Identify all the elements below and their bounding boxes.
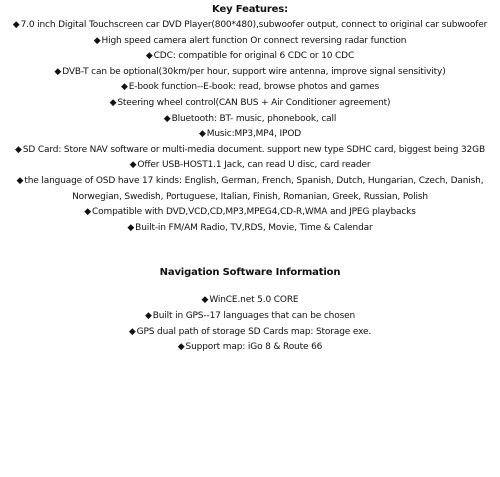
list-item bbox=[4, 49, 496, 65]
feature-text: the language of OSD have 17 kinds: English, German, French, Spanish, Dutch, Hungarian, Czech, Danish, Norwegian, Swedish, Portuguese, Italian, Finish, Romanian, Greek, Russian, Polish bbox=[24, 175, 484, 202]
diamond-bullet-icon: ◆ bbox=[177, 342, 185, 353]
feature-text: Music:MP3,MP4, IPOD bbox=[206, 129, 302, 140]
diamond-bullet-icon: ◆ bbox=[109, 97, 117, 108]
list-item bbox=[4, 221, 496, 237]
diamond-bullet-icon: ◆ bbox=[128, 326, 136, 337]
navigation-text: WinCE.net 5.0 CORE bbox=[209, 295, 299, 306]
key-features-title: Key Features: bbox=[212, 4, 288, 15]
diamond-bullet-icon: ◆ bbox=[93, 35, 101, 46]
feature-text: CDC: compatible for original 6 CDC or 10 CDC bbox=[153, 51, 355, 62]
feature-text: E-book function--E-book: read, browse photos and games bbox=[128, 82, 380, 93]
diamond-bullet-icon: ◆ bbox=[201, 295, 209, 306]
list-item bbox=[4, 293, 496, 309]
diamond-bullet-icon: ◆ bbox=[145, 51, 153, 62]
navigation-text: GPS dual path of storage SD Cards map: Storage exe. bbox=[136, 326, 372, 337]
key-features-list bbox=[4, 18, 496, 236]
navigation-text: Support map: iGo 8 & Route 66 bbox=[185, 342, 323, 353]
list-item bbox=[4, 309, 496, 325]
list-item bbox=[4, 158, 496, 174]
list-item bbox=[4, 325, 496, 341]
feature-text: Built-in FM/AM Radio, TV,RDS, Movie, Time & Calendar bbox=[135, 222, 373, 233]
feature-text: 7.0 inch Digital Touchscreen car DVD Player(800*480),subwoofer output, connect to original car subwoofer bbox=[20, 20, 488, 30]
diamond-bullet-icon: ◆ bbox=[54, 66, 62, 77]
feature-text: Steering wheel control(CAN BUS + Air Conditioner agreement) bbox=[117, 97, 391, 108]
feature-text: Offer USB-HOST1.1 Jack, can read U disc, card reader bbox=[137, 160, 371, 171]
feature-text: Bluetooth: BT- music, phonebook, call bbox=[171, 113, 337, 124]
list-item bbox=[4, 205, 496, 221]
navigation-list bbox=[4, 293, 496, 355]
diamond-bullet-icon: ◆ bbox=[16, 175, 24, 186]
navigation-text: Built in GPS--17 languages that can be chosen bbox=[152, 310, 356, 321]
feature-text: SD Card: Store NAV software or multi-media document. support new type SDHC card, biggest being 32GB bbox=[22, 144, 485, 155]
list-item bbox=[4, 18, 496, 34]
diamond-bullet-icon: ◆ bbox=[163, 113, 171, 124]
list-item bbox=[4, 127, 496, 143]
diamond-bullet-icon: ◆ bbox=[144, 310, 152, 321]
list-item bbox=[4, 96, 496, 112]
list-item bbox=[4, 174, 496, 205]
diamond-bullet-icon: ◆ bbox=[129, 160, 137, 171]
list-item bbox=[4, 112, 496, 128]
list-item bbox=[4, 80, 496, 96]
navigation-title: Navigation Software Information bbox=[159, 267, 341, 279]
list-item bbox=[4, 34, 496, 50]
feature-text: DVB-T can be optional(30km/per hour, support wire antenna, improve signal sensitivity) bbox=[62, 66, 446, 77]
diamond-bullet-icon: ◆ bbox=[127, 222, 135, 233]
diamond-bullet-icon: ◆ bbox=[15, 144, 22, 155]
feature-text: Compatible with DVD,VCD,CD,MP3,MPEG4,CD-R,WMA and JPEG playbacks bbox=[91, 207, 416, 218]
diamond-bullet-icon: ◆ bbox=[120, 82, 128, 93]
list-item bbox=[4, 143, 496, 159]
diamond-bullet-icon: ◆ bbox=[198, 129, 206, 140]
diamond-bullet-icon: ◆ bbox=[84, 207, 91, 218]
diamond-bullet-icon: ◆ bbox=[12, 20, 20, 30]
list-item bbox=[4, 65, 496, 81]
list-item bbox=[4, 340, 496, 356]
feature-text: High speed camera alert function Or connect reversing radar function bbox=[101, 35, 407, 46]
